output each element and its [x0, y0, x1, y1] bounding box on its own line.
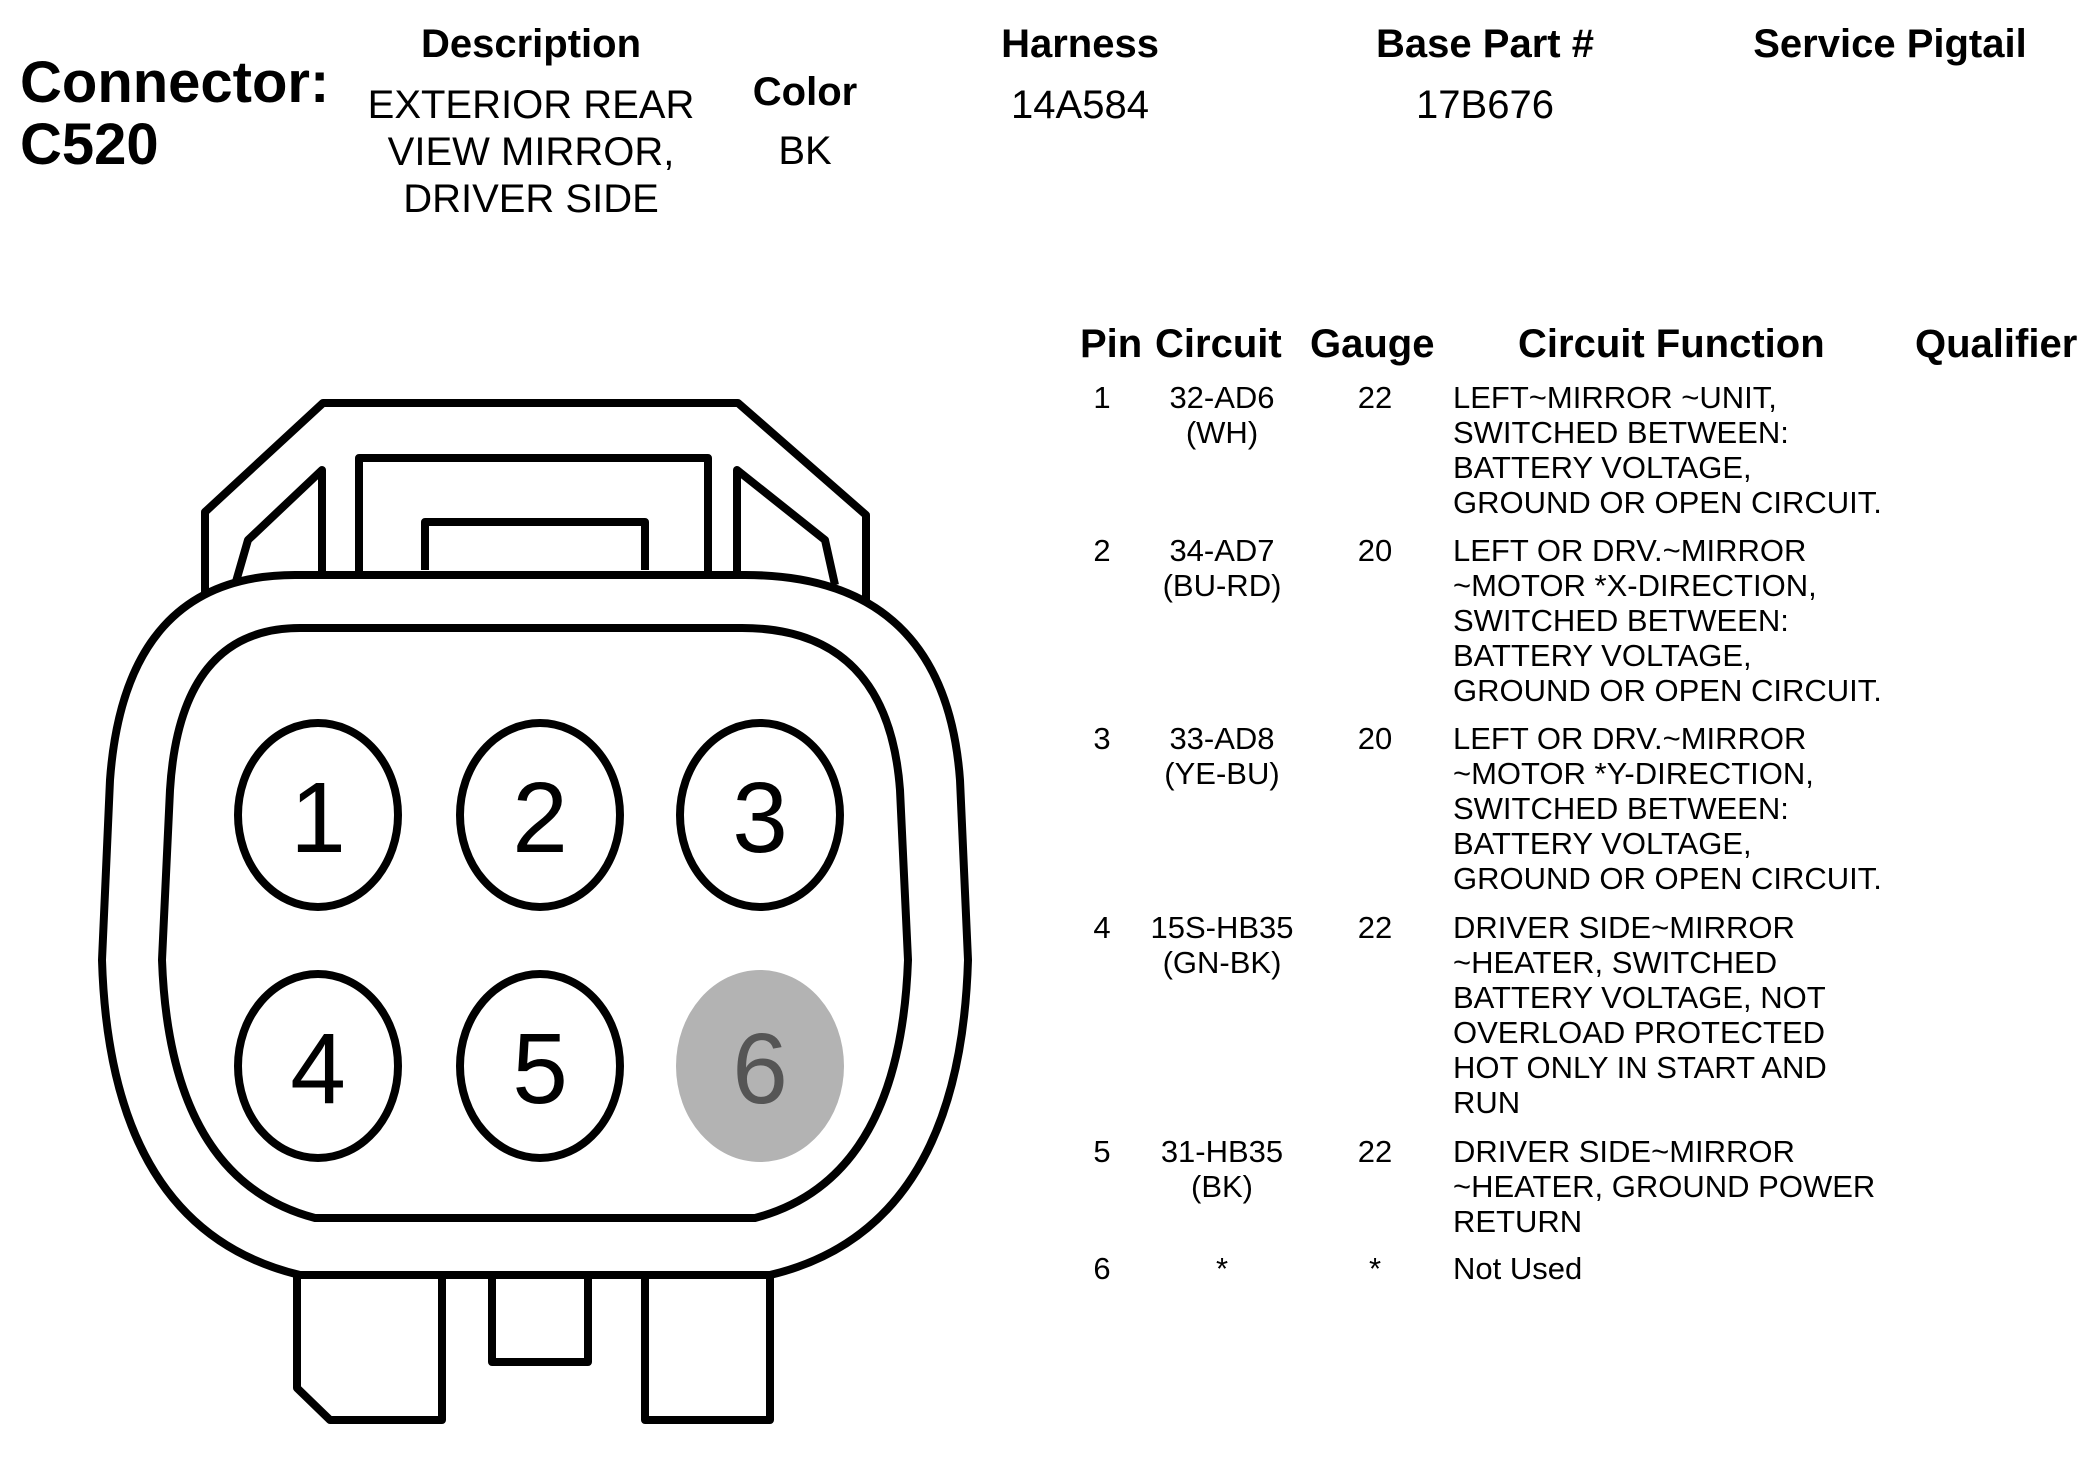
function-line: LEFT OR DRV.~MIRROR — [1453, 533, 1807, 568]
color-label: Color — [752, 70, 858, 114]
description-line: DRIVER SIDE — [403, 177, 659, 221]
function-line: Not Used — [1453, 1251, 1583, 1286]
circuit-color: (WH) — [1185, 415, 1259, 450]
circuit-id: * — [1215, 1251, 1229, 1286]
circuit-id: 32-AD6 — [1169, 380, 1275, 415]
function-line: GROUND OR OPEN CIRCUIT. — [1453, 861, 1882, 896]
function-line: ~MOTOR *X-DIRECTION, — [1453, 568, 1817, 603]
function-line: LEFT~MIRROR ~UNIT, — [1453, 380, 1777, 415]
description-value — [355, 82, 707, 223]
circuit-color: (BU-RD) — [1162, 568, 1282, 603]
table-row-function — [1453, 910, 1827, 1120]
table-row-circuit — [1132, 721, 1312, 791]
table-row-gauge: 20 — [1357, 533, 1393, 568]
table-header-gauge: Gauge — [1310, 322, 1435, 366]
pin-1-number: 1 — [290, 762, 346, 874]
function-line: HOT ONLY IN START AND — [1453, 1050, 1827, 1085]
table-row-pin: 3 — [1093, 721, 1111, 756]
table-row-pin: 4 — [1093, 910, 1111, 945]
connector-leg-right — [645, 1275, 770, 1420]
table-row-function — [1453, 1134, 1875, 1239]
function-line: SWITCHED BETWEEN: — [1453, 791, 1789, 826]
connector-title — [20, 52, 329, 176]
table-row-pin: 2 — [1093, 533, 1111, 568]
table-row-function — [1453, 1251, 1582, 1286]
function-line: GROUND OR OPEN CIRCUIT. — [1453, 485, 1882, 520]
latch-right-wall — [737, 470, 835, 585]
function-line: LEFT OR DRV.~MIRROR — [1453, 721, 1807, 756]
base-part-value: 17B676 — [1416, 83, 1554, 127]
table-row-gauge: * — [1368, 1251, 1382, 1286]
pin-2-number: 2 — [512, 762, 568, 874]
pin-4-number: 4 — [290, 1013, 346, 1125]
table-row-circuit — [1132, 1251, 1312, 1286]
function-line: BATTERY VOLTAGE, — [1453, 450, 1752, 485]
table-row-function — [1453, 721, 1882, 896]
description-line: EXTERIOR REAR — [367, 83, 695, 127]
function-line: OVERLOAD PROTECTED — [1453, 1015, 1826, 1050]
function-line: GROUND OR OPEN CIRCUIT. — [1453, 673, 1882, 708]
table-row-circuit — [1132, 910, 1312, 980]
function-line: DRIVER SIDE~MIRROR — [1453, 1134, 1795, 1169]
circuit-id: 15S-HB35 — [1150, 910, 1294, 945]
table-row-gauge: 22 — [1357, 1134, 1393, 1169]
base-part-label: Base Part # — [1376, 22, 1594, 66]
table-header-pin: Pin — [1080, 322, 1143, 366]
table-row-pin: 1 — [1093, 380, 1111, 415]
connector-id: C520 — [20, 112, 159, 177]
table-header-function: Circuit Function — [1518, 322, 1825, 366]
function-line: ~HEATER, GROUND POWER — [1453, 1169, 1876, 1204]
table-header-circuit: Circuit — [1155, 322, 1282, 366]
function-line: RUN — [1453, 1085, 1521, 1120]
table-row-pin: 5 — [1093, 1134, 1111, 1169]
pin-6-number: 6 — [732, 1013, 788, 1125]
pin-5-number: 5 — [512, 1013, 568, 1125]
connector-leg-center — [492, 1275, 588, 1362]
connector-leg-left — [297, 1275, 442, 1420]
table-row-function — [1453, 533, 1882, 708]
function-line: SWITCHED BETWEEN: — [1453, 603, 1789, 638]
latch-tab-inner — [425, 522, 645, 570]
circuit-color: (GN-BK) — [1162, 945, 1282, 980]
table-row-pin: 6 — [1093, 1251, 1111, 1286]
function-line: DRIVER SIDE~MIRROR — [1453, 910, 1795, 945]
table-row-circuit — [1132, 533, 1312, 603]
harness-label: Harness — [1001, 22, 1159, 66]
function-line: RETURN — [1453, 1204, 1583, 1239]
circuit-id: 31-HB35 — [1160, 1134, 1284, 1169]
latch-left-wall — [235, 470, 322, 585]
latch-outer-outline — [205, 403, 866, 600]
color-value: BK — [778, 129, 832, 173]
circuit-color: (YE-BU) — [1164, 756, 1280, 791]
circuit-id: 34-AD7 — [1169, 533, 1275, 568]
harness-value: 14A584 — [1011, 83, 1149, 127]
function-line: ~MOTOR *Y-DIRECTION, — [1453, 756, 1814, 791]
function-line: BATTERY VOLTAGE, NOT — [1453, 980, 1826, 1015]
description-label: Description — [420, 22, 642, 66]
description-line: VIEW MIRROR, — [387, 130, 675, 174]
table-row-circuit — [1132, 380, 1312, 450]
table-row-gauge: 22 — [1357, 380, 1393, 415]
table-header-qualifier: Qualifier — [1915, 322, 2078, 366]
function-line: BATTERY VOLTAGE, — [1453, 638, 1752, 673]
function-line: ~HEATER, SWITCHED — [1453, 945, 1778, 980]
pin-3-number: 3 — [732, 762, 788, 874]
service-pigtail-label: Service Pigtail — [1753, 22, 2027, 66]
function-line: SWITCHED BETWEEN: — [1453, 415, 1789, 450]
circuit-color: (BK) — [1191, 1169, 1253, 1204]
table-row-gauge: 22 — [1357, 910, 1393, 945]
table-row-gauge: 20 — [1357, 721, 1393, 756]
table-row-circuit — [1132, 1134, 1312, 1204]
table-row-function — [1453, 380, 1882, 520]
circuit-id: 33-AD8 — [1169, 721, 1275, 756]
connector-label: Connector: — [20, 50, 330, 115]
function-line: BATTERY VOLTAGE, — [1453, 826, 1752, 861]
